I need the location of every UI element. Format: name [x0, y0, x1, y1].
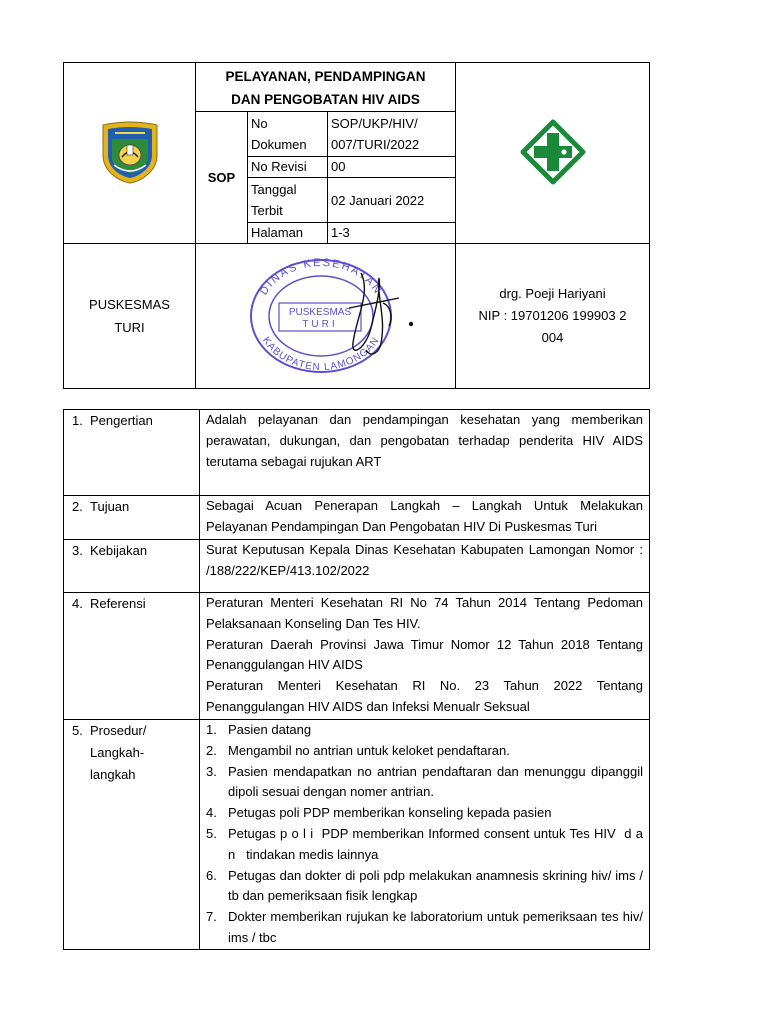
stamp-outer-top-text: DINAS KESEHATAN	[257, 256, 384, 297]
section-row-referensi	[64, 593, 650, 720]
lamongan-regency-emblem-icon	[100, 119, 160, 185]
stamp-inner-line2: TURI	[301, 318, 338, 330]
document-title: PELAYANAN, PENDAMPINGAN DAN PENGOBATAN HIV AIDS	[196, 63, 456, 112]
puskesmas-green-cross-icon	[520, 119, 586, 185]
field-label-no-revisi: No Revisi	[248, 157, 328, 178]
sop-header-table	[63, 62, 650, 389]
section-label: 2. Tujuan	[64, 496, 200, 540]
section-label: 3. Kebijakan	[64, 540, 200, 593]
procedure-step: 3. Pasien mendapatkan no antrian pendaftaran dan menunggu dipanggil dipoli sesuai dengan nomer antrian.	[206, 763, 643, 800]
svg-text:KABUPATEN LAMONGAN	[260, 335, 382, 373]
field-value-no-revisi: 00	[328, 157, 456, 178]
puskesmas-logo-cell	[456, 63, 650, 244]
field-value-halaman: 1-3	[328, 223, 456, 244]
field-label-tanggal-terbit: Tanggal Terbit	[248, 178, 328, 223]
section-content: Surat Keputusan Kepala Dinas Kesehatan Kabupaten Lamongan Nomor : /188/222/KEP/413.102/2022	[200, 540, 650, 593]
signer-nip: NIP : 19701206 199903 2	[478, 308, 627, 323]
signer-name: drg. Poeji Hariyani	[499, 286, 606, 301]
procedure-step: 4. Petugas poli PDP memberikan konseling kepada pasien	[206, 805, 552, 821]
procedure-step: 6. Petugas dan dokter di poli pdp melakukan anamnesis skrining hiv/ ims / tb dan pemeriksaan fisik lengkap	[206, 867, 643, 904]
section-label: 5. Prosedur/ Langkah- langkah	[64, 720, 200, 950]
procedure-step: 1. Pasien datang	[206, 722, 312, 737]
section-label: 1. Pengertian	[64, 410, 200, 496]
section-content: Adalah pelayanan dan pendampingan kesehatan yang memberikan perawatan, dukungan, dan pengobatan terhadap penderita HIV AIDS terutama sebagai rujukan ART	[200, 410, 650, 496]
signer-info	[456, 244, 650, 389]
stamp-signature-cell	[196, 244, 456, 389]
field-value-tanggal-terbit: 02 Januari 2022	[328, 178, 456, 223]
procedure-step: 2. Mengambil no antrian untuk keloket pendaftaran.	[206, 742, 510, 758]
signer-nip-cont: 004	[541, 330, 564, 345]
section-row-tujuan	[64, 496, 650, 540]
section-label: 4. Referensi	[64, 593, 200, 720]
procedure-step: 7. Dokter memberikan rujukan ke laboratorium untuk pemeriksaan tes hiv/ ims / tbc	[206, 909, 643, 945]
svg-text:DINAS KESEHATAN	[257, 256, 383, 296]
organization-name: PUSKESMAS TURI	[64, 244, 196, 389]
procedure-step: 5. Petugas p o l i PDP memberikan Informed consent untuk Tes HIV d a n tindakan medis lainnya	[206, 825, 647, 862]
stamp-inner-line1: PUSKESMAS	[288, 306, 351, 318]
sop-label: SOP	[196, 112, 248, 244]
field-label-halaman: Halaman	[248, 223, 328, 244]
stamp-outer-bottom-text: KABUPATEN LAMONGAN	[259, 334, 382, 373]
section-row-pengertian	[64, 410, 650, 496]
procedure-steps	[200, 720, 650, 950]
section-content: Peraturan Menteri Kesehatan RI No 74 Tahun 2014 Tentang Pedoman Pelaksanaan Konseling Dan Tes HIV. Peraturan Daerah Provinsi Jawa Timur Nomor 12 Tahun 2018 Tentang Penanggulangan HIV AIDS Peraturan Menteri Kesehatan RI No. 23 Tahun 2022 Tentang Penanggulangan HIV AIDS dan Infeksi Menualr Seksual	[200, 593, 650, 720]
regency-logo-cell	[64, 63, 196, 244]
field-value-no-dokumen: SOP/UKP/HIV/ 007/TURI/2022	[328, 112, 456, 157]
section-row-kebijakan	[64, 540, 650, 593]
official-stamp-icon	[221, 248, 431, 378]
field-label-no-dokumen: No Dokumen	[248, 112, 328, 157]
section-content: Sebagai Acuan Penerapan Langkah – Langkah Untuk Melakukan Pelayanan Pendampingan Dan Pengobatan HIV Di Puskesmas Turi	[200, 496, 650, 540]
sop-content-table	[63, 409, 650, 950]
section-row-prosedur	[64, 720, 650, 950]
